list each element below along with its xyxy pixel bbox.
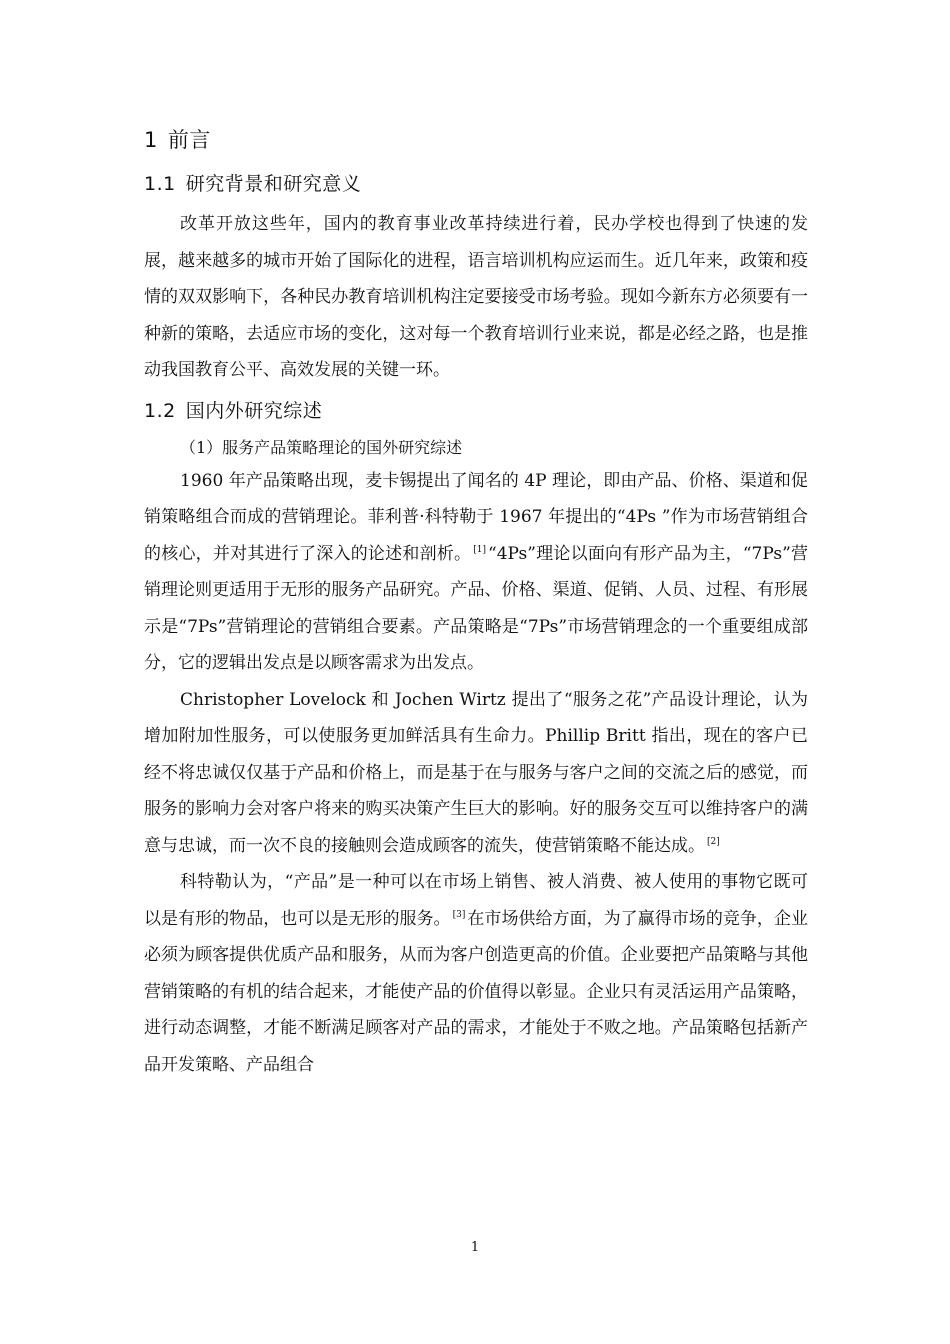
paragraph-text: 1960 年产品策略出现，麦卡锡提出了闻名的 4P 理论，即由产品、价格、渠道和促销策略组合而成的营销理论。菲利普·科特勒于 1967 年提出的“4Ps ”作为市场营销组合的核心，并对其进行了深入的论述和剖析。 xyxy=(144,470,808,564)
page-content xyxy=(144,118,808,1083)
citation-marker: [2] xyxy=(707,836,720,847)
paragraph-text-tail: “4Ps”理论以面向有形产品为主，“7Ps”营销理论则更适用于无形的服务产品研究。产品、价格、渠道、促销、人员、过程、有形展示是“7Ps”营销理论的营销组合要素。产品策略是“7Ps”市场营销理念的一个重要组成部分，它的逻辑出发点是以顾客需求为出发点。 xyxy=(144,543,808,673)
background-paragraph: 改革开放这些年，国内的教育事业改革持续进行着，民办学校也得到了快速的发展，越来越多的城市开始了国际化的进程，语言培训机构应运而生。近几年来，政策和疫情的双双影响下，各种民办教育培训机构注定要接受市场考验。现如今新东方必须要有一种新的策略，去适应市场的变化，这对每一个教育培训行业来说，都是必经之路，也是推动我国教育公平、高效发展的关键一环。 xyxy=(144,214,808,380)
section-number: 1.2 xyxy=(144,399,176,422)
chapter-heading xyxy=(144,118,808,162)
subsection-heading: （1）服务产品策略理论的国外研究综述 xyxy=(180,437,463,457)
citation-marker: [1] xyxy=(473,544,487,555)
review-paragraph-3 xyxy=(144,864,808,1083)
review-paragraph-1 xyxy=(144,463,808,682)
section-heading-1-1 xyxy=(144,162,808,206)
chapter-title: 前言 xyxy=(167,128,211,152)
chapter-number: 1 xyxy=(144,128,158,152)
section-title: 研究背景和研究意义 xyxy=(185,173,362,195)
section-title: 国内外研究综述 xyxy=(185,399,323,422)
section-heading-1-2 xyxy=(144,389,808,433)
paragraph-text: Christopher Lovelock 和 Jochen Wirtz 提出了“服务之花”产品设计理论，认为增加附加性服务，可以使服务更加鲜活具有生命力。Phillip Britt 指出，现在的客户已经不将忠诚仅仅基于产品和价格上，而是基于在与服务与客户之间的交流之后的感觉，而服务的影响力会对客户将来的购买决策产生巨大的影响。好的服务交互可以维持客户的满意与忠诚，而一次不良的接触则会造成顾客的流失，使营销策略不能达成。 xyxy=(144,689,808,856)
paragraph-text-tail: 在市场供给方面，为了赢得市场的竞争，企业必须为顾客提供优质产品和服务，从而为客户创造更高的价值。企业要把产品策略与其他营销策略的有机的结合起来，才能使产品的价值得以彰显。企业只有灵活运用产品策略，进行动态调整，才能不断满足顾客对产品的需求，才能处于不败之地。产品策略包括新产品开发策略、产品组合 xyxy=(144,908,809,1075)
review-paragraph-2 xyxy=(144,682,808,865)
page-number: 1 xyxy=(470,1240,480,1255)
paragraph-text: 科特勒认为，“产品”是一种可以在市场上销售、被人消费、被人使用的事物它既可以是有形的物品，也可以是无形的服务。 xyxy=(144,872,808,929)
section-number: 1.1 xyxy=(144,173,176,195)
citation-marker: [3] xyxy=(452,909,466,920)
